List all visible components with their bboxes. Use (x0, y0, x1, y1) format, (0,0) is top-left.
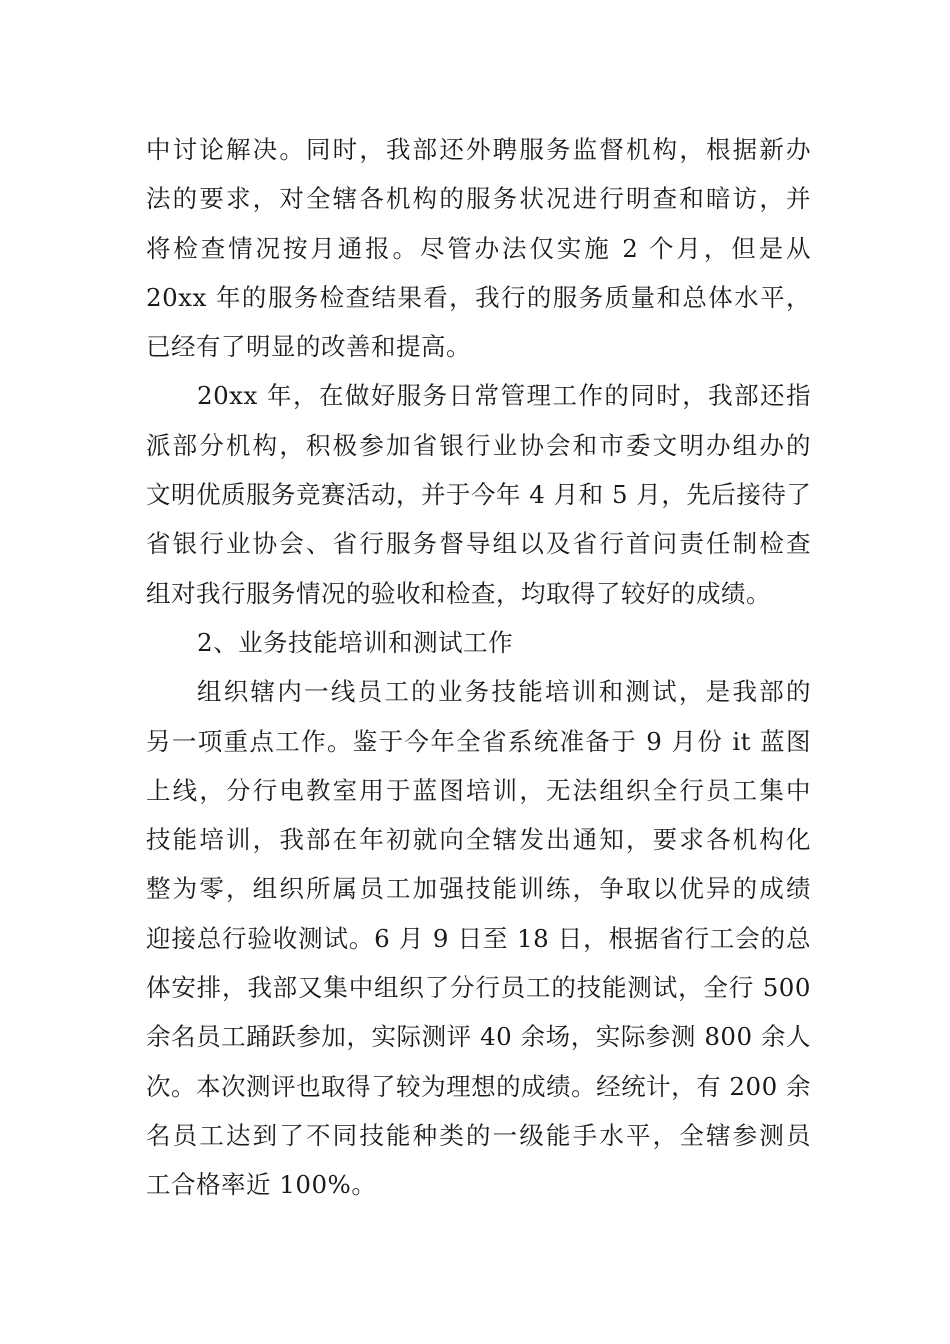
section-heading: 2、业务技能培训和测试工作 (197, 627, 514, 657)
paragraph-service-supervision (146, 125, 811, 371)
text-line: 法的要求，对全辖各机构的服务状况进行明查和暗访，并 (146, 184, 811, 214)
text-line: 组织辖内一线员工的业务技能培训和测试，是我部的 (197, 677, 811, 707)
document-body (146, 125, 811, 1210)
text-line: 技能培训，我部在年初就向全辖发出通知，要求各机构化 (146, 825, 811, 855)
text-line: 文明优质服务竞赛活动，并于今年 4 月和 5 月，先后接待了 (146, 480, 812, 510)
text-line: 中讨论解决。同时，我部还外聘服务监督机构，根据新办 (146, 135, 811, 164)
text-line: 体安排，我部又集中组织了分行员工的技能测试，全行 500 (146, 973, 811, 1003)
text-line: 将检查情况按月通报。尽管办法仅实施 2 个月，但是从 (146, 233, 811, 263)
text-line: 组对我行服务情况的验收和检查，均取得了较好的成绩。 (146, 578, 771, 608)
text-line: 另一项重点工作。鉴于今年全省系统准备于 9 月份 it 蓝图 (146, 726, 811, 756)
text-line: 整为零，组织所属员工加强技能训练，争取以优异的成绩 (146, 874, 811, 904)
text-line: 工合格率近 100%。 (146, 1170, 377, 1200)
text-line: 已经有了明显的改善和提高。 (146, 332, 471, 362)
text-line: 迎接总行验收测试。6 月 9 日至 18 日，根据省行工会的总 (146, 923, 811, 953)
text-line: 次。本次测评也取得了较为理想的成绩。经统计，有 200 余 (146, 1071, 811, 1101)
text-line: 余名员工踊跃参加，实际测评 40 余场，实际参测 800 余人 (146, 1022, 811, 1052)
text-line: 省银行业协会、省行服务督导组以及省行首问责任制检查 (146, 529, 811, 559)
paragraph-service-competition (146, 371, 811, 617)
text-line: 派部分机构，积极参加省银行业协会和市委文明办组办的 (146, 430, 811, 460)
paragraph-skills-training (146, 667, 811, 1209)
section-heading-skills-training (146, 618, 811, 667)
text-line: 上线，分行电教室用于蓝图培训，无法组织全行员工集中 (146, 775, 811, 805)
text-line: 20xx 年，在做好服务日常管理工作的同时，我部还指 (197, 381, 811, 411)
text-line: 20xx 年的服务检查结果看，我行的服务质量和总体水平， (146, 282, 811, 312)
text-line: 名员工达到了不同技能种类的一级能手水平，全辖参测员 (146, 1120, 811, 1150)
